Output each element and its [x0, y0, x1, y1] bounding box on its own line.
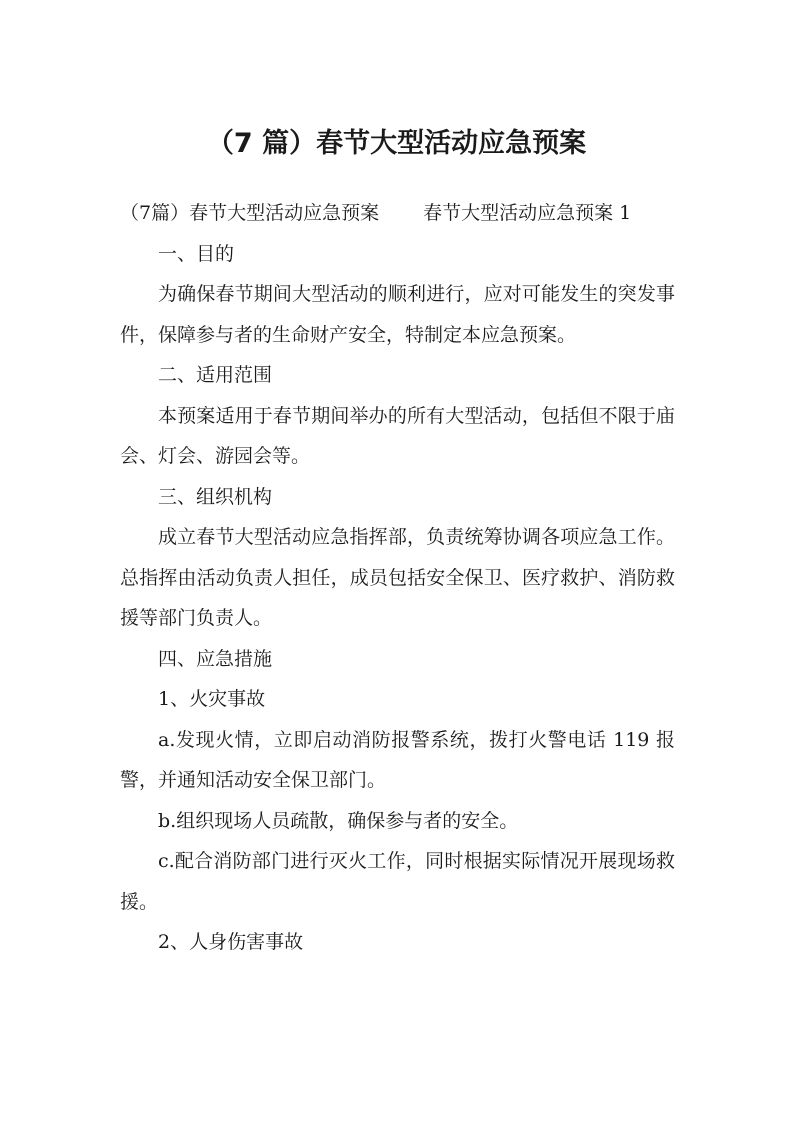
section-heading-purpose: 一、目的	[158, 242, 235, 265]
document-title: （7 篇）春节大型活动应急预案	[206, 128, 587, 159]
intro-line	[120, 193, 675, 234]
intro-right: 春节大型活动应急预案 1	[423, 202, 632, 224]
paragraph-organization: 成立春节大型活动应急指挥部，负责统筹协调各项应急工作。总指挥由活动负责人担任，成员包括安全保卫、医疗救护、消防救援等部门负责人。	[120, 526, 675, 629]
section-heading-scope: 二、适用范围	[158, 364, 273, 386]
paragraph-scope: 本预案适用于春节期间举办的所有大型活动，包括但不限于庙会、灯会、游园会等。	[120, 404, 675, 467]
list-item-fire-a: a.发现火情，立即启动消防报警系统，拨打火警电话 119 报警，并通知活动安全保卫部门。	[120, 728, 675, 791]
subheading-injury: 2、人身伤害事故	[158, 931, 304, 953]
paragraph-purpose: 为确保春节期间大型活动的顺利进行，应对可能发生的突发事件，保障参与者的生命财产安全，特制定本应急预案。	[120, 283, 675, 346]
intro-left: （7篇）春节大型活动应急预案	[120, 202, 380, 224]
subheading-fire: 1、火灾事故	[158, 688, 266, 710]
section-heading-organization: 三、组织机构	[158, 485, 273, 508]
list-item-fire-b: b.组织现场人员疏散，确保参与者的安全。	[158, 809, 519, 832]
section-heading-measures: 四、应急措施	[158, 647, 273, 670]
list-item-fire-c: c.配合消防部门进行灭火工作，同时根据实际情况开展现场救援。	[120, 850, 675, 913]
document-body	[120, 193, 675, 963]
